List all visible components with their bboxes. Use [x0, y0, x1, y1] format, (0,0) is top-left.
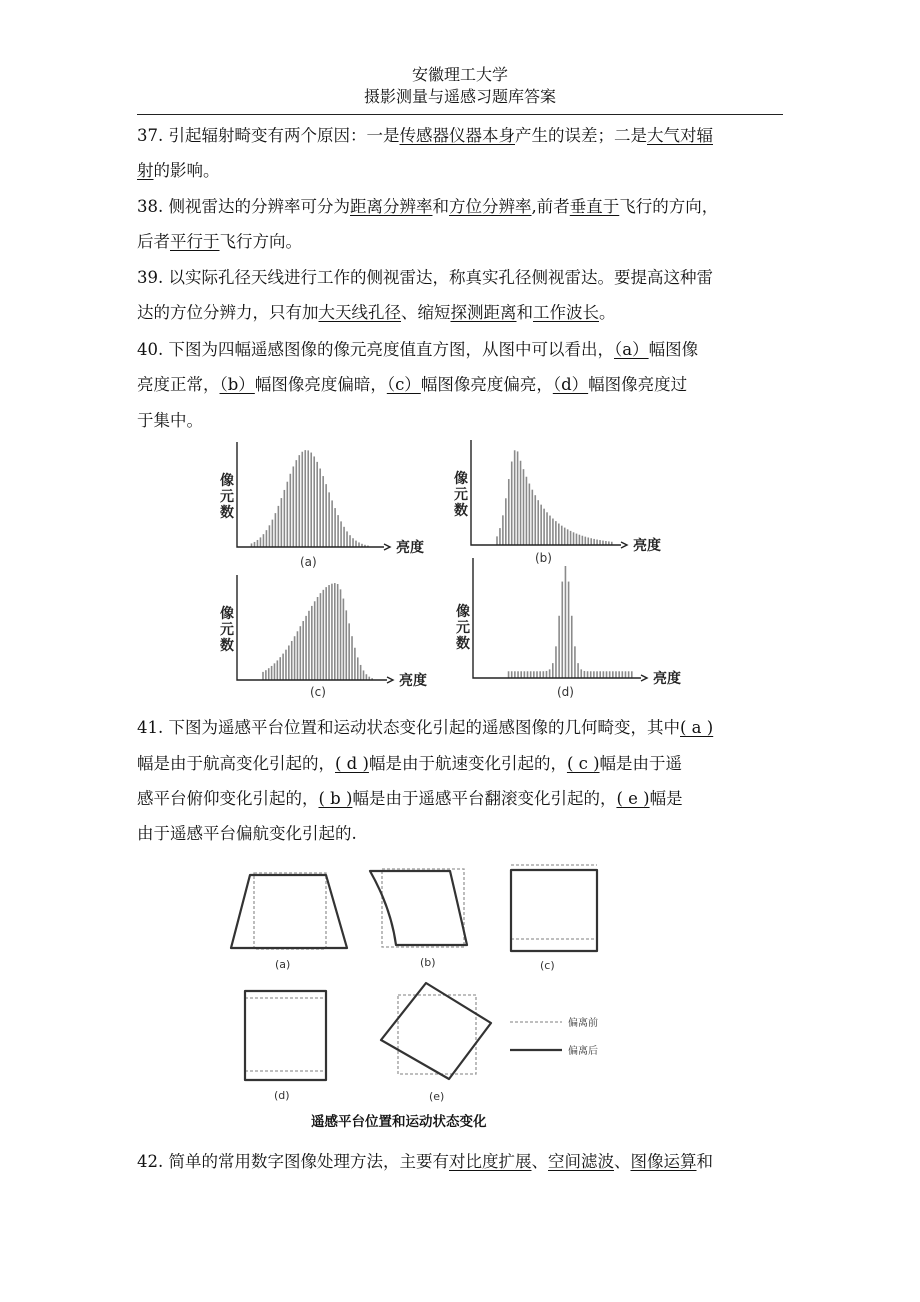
histogram-bar: [298, 455, 300, 547]
y-axis-label-char: 元: [456, 620, 470, 636]
histogram-bar: [277, 660, 279, 680]
histogram-bar: [311, 606, 313, 680]
histogram-bar: [274, 663, 276, 680]
histogram-bar: [290, 474, 292, 547]
x-axis-label: 亮度: [653, 671, 681, 687]
histogram-bar: [301, 452, 303, 547]
histogram-axes: [473, 558, 641, 678]
histogram-bar: [514, 450, 516, 545]
histogram-bar: [268, 668, 270, 680]
histogram-bar: [582, 536, 584, 545]
histogram-bar: [331, 584, 333, 680]
histogram-bar: [517, 451, 519, 545]
distortion-label-c: (c): [540, 959, 555, 972]
histogram-bar: [576, 534, 578, 545]
histogram-bar: [577, 663, 579, 678]
q41-line-4: 由于遥感平台偏航变化引起的.: [137, 824, 357, 843]
histogram-bar: [349, 535, 351, 547]
legend-after-label: 偏离后: [568, 1046, 598, 1057]
histogram-bar: [257, 540, 259, 547]
histogram-bar: [546, 512, 548, 545]
answer-blank: 垂直于: [569, 197, 620, 216]
y-axis-label-char: 像: [220, 473, 234, 489]
histogram-bar: [526, 477, 528, 545]
histogram-bar: [539, 671, 541, 678]
histogram-bar: [511, 462, 513, 545]
histogram-bar: [317, 597, 319, 680]
histogram-bar: [514, 671, 516, 678]
histogram-bar: [511, 671, 513, 678]
answer-blank: 距离分辨率: [350, 197, 433, 216]
histogram-bar: [348, 623, 350, 680]
histogram-bar: [331, 500, 333, 547]
histogram-bar: [295, 460, 297, 547]
histogram-bar: [352, 538, 354, 547]
histogram-bar: [265, 670, 267, 680]
histogram-bar: [499, 528, 501, 545]
histogram-bar: [606, 671, 608, 678]
answer-blank: （c）: [386, 375, 421, 394]
histogram-bar: [502, 515, 504, 545]
answer-blank: ( b ): [318, 789, 353, 808]
distortion-caption: 遥感平台位置和运动状态变化: [311, 1114, 487, 1130]
histogram-bar: [322, 476, 324, 547]
histogram-bar: [269, 525, 271, 547]
q37-line-2: 射的影响。: [137, 161, 220, 180]
answer-blank: （a）: [614, 340, 649, 359]
histogram-bar: [552, 518, 554, 545]
legend-before-label: 偏离前: [568, 1018, 598, 1029]
histogram-bar: [294, 636, 296, 680]
answer-blank: 传感器仪器本身: [399, 126, 515, 145]
histogram-bar: [363, 670, 365, 680]
x-axis-arrow-icon: [384, 544, 390, 550]
histogram-bar: [308, 611, 310, 680]
histogram-bar: [319, 469, 321, 547]
q40-line-1: 40. 下图为四幅遥感图像的像元亮度值直方图，从图中可以看出，（a）幅图像: [137, 340, 699, 359]
histogram-bar: [596, 540, 598, 545]
histogram-bar: [579, 535, 581, 545]
histogram-bar: [260, 537, 262, 547]
q41-line-3: 感平台俯仰变化引起的，( b )幅是由于遥感平台翻滚变化引起的，( e )幅是: [137, 789, 683, 808]
q40-line-3: 于集中。: [137, 411, 203, 430]
histogram-bar: [272, 520, 274, 547]
histogram-bar: [271, 666, 273, 680]
histogram-bar: [328, 585, 330, 680]
histogram-bar: [323, 590, 325, 680]
histogram-bar: [325, 587, 327, 680]
x-axis-arrow-icon: [641, 675, 647, 681]
answer-blank: ( a ): [680, 718, 714, 737]
histogram-bar: [580, 669, 582, 678]
histogram-bar: [596, 671, 598, 678]
histogram-bar: [533, 671, 535, 678]
y-axis-label-char: 数: [456, 636, 470, 652]
histogram-bar: [573, 532, 575, 545]
histogram-bar: [532, 490, 534, 545]
histogram-bar: [281, 498, 283, 547]
histogram-bar: [328, 492, 330, 547]
answer-blank: （d）: [552, 375, 589, 394]
histogram-bar: [266, 530, 268, 547]
x-axis-arrow-icon: [621, 542, 627, 548]
histogram-bar: [334, 583, 336, 680]
histogram-bar: [540, 505, 542, 545]
distortion-label-a: (a): [275, 958, 291, 971]
histogram-bar: [590, 671, 592, 678]
histogram-bar: [357, 657, 359, 680]
histogram-bar: [555, 646, 557, 678]
answer-blank: 空间滤波: [548, 1152, 614, 1171]
q40-line-2: 亮度正常，（b）幅图像亮度偏暗，（c）幅图像亮度偏亮，（d）幅图像亮度过: [137, 375, 688, 394]
histogram-bar: [496, 536, 498, 545]
histogram-bar: [520, 671, 522, 678]
histogram-bar: [325, 484, 327, 547]
histogram-bar: [567, 529, 569, 545]
histogram-bar: [517, 671, 519, 678]
y-axis-label-char: 元: [220, 622, 234, 638]
y-axis-label-char: 像: [220, 606, 234, 622]
answer-blank: 大气对辐: [647, 126, 713, 145]
histogram-bar: [537, 500, 539, 545]
histogram-bar: [355, 541, 357, 547]
histogram-bar: [593, 671, 595, 678]
histogram-bar: [285, 650, 287, 680]
histogram-bar: [320, 593, 322, 680]
answer-blank: ( c ): [566, 754, 600, 773]
histogram-bar: [622, 671, 624, 678]
histogram-bar: [625, 671, 627, 678]
x-axis-label: 亮度: [633, 538, 661, 554]
histogram-bar: [293, 466, 295, 547]
answer-blank: 图像运算: [630, 1152, 697, 1171]
answer-blank: 平行于: [170, 232, 220, 251]
histogram-bar: [343, 527, 345, 547]
histogram-bar: [599, 540, 601, 545]
histogram-bar: [555, 521, 557, 545]
answer-blank: 探测距离: [450, 303, 517, 322]
histogram-bar: [529, 484, 531, 545]
histogram-bar: [297, 631, 299, 680]
histogram-bar: [284, 490, 286, 547]
histogram-bar: [343, 599, 345, 680]
histogram-bar: [570, 531, 572, 545]
histogram-bar: [530, 671, 532, 678]
answer-blank: 工作波长: [533, 303, 599, 322]
histogram-bar: [508, 479, 510, 545]
histogram-bar: [612, 671, 614, 678]
y-axis-label-char: 像: [456, 604, 470, 620]
histogram-bar: [561, 582, 563, 678]
histogram-bar: [523, 469, 525, 545]
histogram-bar: [313, 456, 315, 547]
histogram-bar: [628, 671, 630, 678]
histogram-bar: [558, 524, 560, 545]
histogram-bar: [574, 646, 576, 678]
answer-blank: 射: [137, 161, 154, 180]
histogram-bar: [340, 521, 342, 547]
y-axis-label-char: 像: [454, 471, 468, 487]
histogram-bar: [305, 616, 307, 680]
histogram-bar: [543, 509, 545, 545]
histogram-bar: [278, 506, 280, 547]
histogram-panel-label: (d): [557, 685, 574, 699]
histogram-bar: [505, 498, 507, 545]
histogram-bar: [337, 584, 339, 680]
histogram-bar: [527, 671, 529, 678]
histogram-bar: [584, 671, 586, 678]
answer-blank: ( e ): [616, 789, 650, 808]
answer-blank: （b）: [219, 375, 255, 394]
histogram-bar: [590, 538, 592, 545]
histogram-panel-label: (a): [300, 555, 317, 569]
q39-line-2: 达的方位分辨力，只有加大天线孔径、缩短探测距离和工作波长。: [137, 303, 616, 322]
y-axis-label-char: 数: [454, 503, 468, 519]
histogram-bar: [262, 672, 264, 680]
histogram-bar: [564, 528, 566, 545]
q42-line-1: 42. 简单的常用数字图像处理方法，主要有对比度扩展、空间滤波、图像运算和: [137, 1152, 713, 1171]
histogram-bar: [603, 671, 605, 678]
q41-line-1: 41. 下图为遥感平台位置和运动状态变化引起的遥感图像的几何畸变，其中( a ): [137, 718, 714, 737]
histogram-bar: [282, 654, 284, 680]
histogram-bar: [310, 453, 312, 547]
histogram-bar: [279, 657, 281, 680]
histogram-axes: [471, 440, 621, 545]
histogram-bar: [524, 671, 526, 678]
q41-line-2: 幅是由于航高变化引起的，( d )幅是由于航速变化引起的，( c )幅是由于遥: [137, 754, 683, 773]
q38-line-1: 38. 侧视雷达的分辨率可分为距离分辨率和方位分辨率,前者垂直于飞行的方向，: [137, 197, 719, 216]
histogram-bar: [291, 641, 293, 680]
distortion-label-e: (e): [429, 1090, 445, 1103]
histogram-bar: [543, 671, 545, 678]
histogram-bar: [314, 601, 316, 680]
histogram-panel-label: (c): [310, 685, 326, 699]
histogram-bar: [334, 508, 336, 547]
histogram-bar: [536, 671, 538, 678]
histogram-bar: [351, 636, 353, 680]
distortion-label-d: (d): [274, 1089, 290, 1102]
histogram-bar: [307, 450, 309, 547]
histogram-bar: [568, 582, 570, 678]
histogram-bar: [263, 534, 265, 547]
histogram-bar: [618, 671, 620, 678]
histogram-bar: [593, 539, 595, 545]
histogram-bar: [631, 671, 633, 678]
histogram-panel-label: (b): [535, 551, 552, 565]
histogram-bar: [508, 671, 510, 678]
histogram-bar: [366, 674, 368, 680]
document-subtitle: 摄影测量与遥感习题库答案: [363, 87, 556, 106]
histogram-bar: [534, 495, 536, 545]
y-axis-label-char: 元: [454, 487, 468, 503]
q39-line-1: 39. 以实际孔径天线进行工作的侧视雷达，称真实孔径侧视雷达。要提高这种雷: [137, 268, 713, 287]
histogram-bar: [346, 531, 348, 547]
histogram-bar: [337, 515, 339, 547]
histogram-bar: [599, 671, 601, 678]
answer-blank: 大天线孔径: [318, 303, 401, 322]
answer-blank: 方位分辨率: [449, 197, 532, 216]
answer-blank: ( d ): [335, 754, 369, 773]
histogram-bar: [558, 616, 560, 678]
histogram-bar: [288, 645, 290, 680]
histogram-bar: [561, 526, 563, 545]
histogram-bar: [254, 542, 256, 547]
q37-line-1: 37. 引起辐射畸变有两个原因：一是传感器仪器本身产生的误差；二是大气对辐: [137, 126, 713, 145]
histogram-bar: [549, 669, 551, 678]
histogram-bar: [552, 663, 554, 678]
distortion-label-b: (b): [420, 956, 436, 969]
histogram-bar: [304, 450, 306, 547]
histogram-bar: [354, 648, 356, 680]
histogram-bar: [520, 461, 522, 545]
histogram-bar: [302, 621, 304, 680]
histogram-bar: [300, 626, 302, 680]
histogram-bar: [345, 610, 347, 680]
histogram-bar: [609, 671, 611, 678]
histogram-bar: [565, 566, 567, 678]
histogram-bar: [546, 671, 548, 678]
y-axis-label-char: 数: [220, 505, 234, 521]
school-name: 安徽理工大学: [411, 65, 508, 84]
histogram-bar: [287, 482, 289, 547]
histogram-bar: [571, 616, 573, 678]
x-axis-arrow-icon: [387, 677, 393, 683]
x-axis-label: 亮度: [396, 540, 424, 556]
histogram-bar: [549, 516, 551, 545]
y-axis-label-char: 数: [220, 638, 234, 654]
answer-blank: 对比度扩展: [449, 1152, 532, 1171]
histogram-bar: [585, 537, 587, 545]
histogram-bar: [316, 462, 318, 547]
histogram-bar: [587, 537, 589, 545]
y-axis-label-char: 元: [220, 489, 234, 505]
histogram-bar: [615, 671, 617, 678]
x-axis-label: 亮度: [399, 673, 427, 689]
histogram-bar: [587, 671, 589, 678]
q38-line-2: 后者平行于飞行方向。: [137, 232, 302, 251]
histogram-bar: [275, 513, 277, 547]
histogram-bar: [340, 589, 342, 680]
histogram-bar: [360, 665, 362, 680]
